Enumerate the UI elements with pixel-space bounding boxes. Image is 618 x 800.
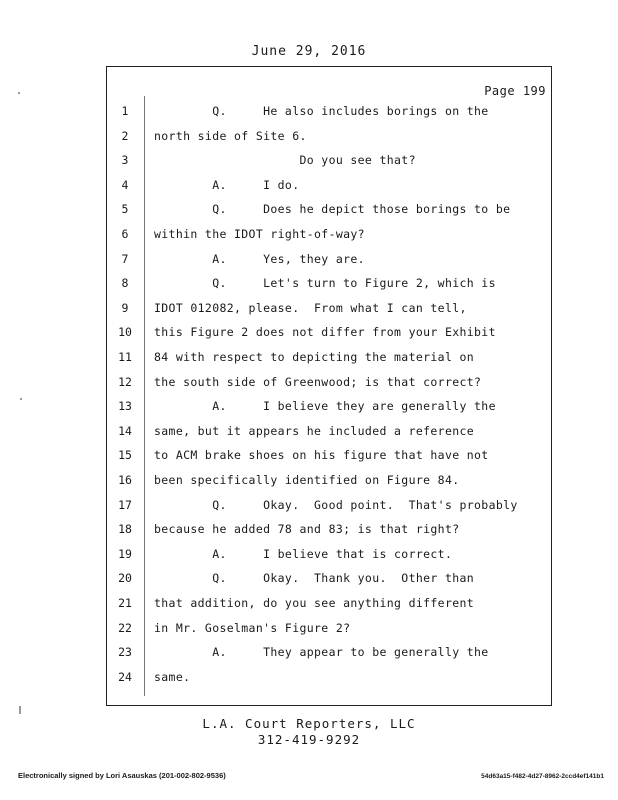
transcript-line: because he added 78 and 83; is that right? — [154, 522, 460, 536]
line-number: 6 — [121, 227, 129, 241]
transcript-line: north side of Site 6. — [154, 129, 307, 143]
transcript-line: A. I believe that is correct. — [154, 547, 453, 561]
line-number: 5 — [121, 202, 129, 216]
scan-speck — [18, 92, 20, 94]
line-number-margin-rule — [144, 96, 145, 696]
line-number: 8 — [121, 276, 129, 290]
transcript-line: A. Yes, they are. — [154, 252, 365, 266]
transcript-line: A. I believe they are generally the — [154, 399, 496, 413]
transcript-line: the south side of Greenwood; is that correct? — [154, 375, 482, 389]
transcript-line: to ACM brake shoes on his figure that have not — [154, 448, 489, 462]
transcript-line: within the IDOT right-of-way? — [154, 227, 365, 241]
transcript-line: in Mr. Goselman's Figure 2? — [154, 621, 351, 635]
line-number: 12 — [118, 375, 132, 389]
transcript-line: Q. Does he depict those borings to be — [154, 202, 511, 216]
line-number: 11 — [118, 350, 132, 364]
line-number: 23 — [118, 645, 132, 659]
page-number: Page 199 — [484, 84, 546, 98]
electronic-signature-notice: Electronically signed by Lori Asauskas (201-002-802-9536) — [18, 771, 226, 780]
line-number: 15 — [118, 448, 132, 462]
transcript-line: been specifically identified on Figure 84. — [154, 473, 460, 487]
document-signature-id: 54d63a15-f482-4d27-8962-2ccd4ef141b1 — [481, 773, 604, 780]
transcript-line: A. They appear to be generally the — [154, 645, 489, 659]
transcript-line: 84 with respect to depicting the material on — [154, 350, 475, 364]
line-number: 20 — [118, 571, 132, 585]
transcript-line: Q. He also includes borings on the — [154, 104, 489, 118]
transcript-line: IDOT 012082, please. From what I can tell, — [154, 301, 467, 315]
line-number: 7 — [121, 252, 129, 266]
line-number: 22 — [118, 621, 132, 635]
line-number: 10 — [118, 325, 132, 339]
line-number: 3 — [121, 153, 129, 167]
court-reporter-phone: 312-419-9292 — [257, 732, 361, 747]
court-reporter-company: L.A. Court Reporters, LLC — [202, 716, 416, 731]
transcript-line: same, but it appears he included a reference — [154, 424, 475, 438]
transcript-line: Do you see that? — [154, 153, 416, 167]
line-number: 14 — [118, 424, 132, 438]
scan-speck — [19, 706, 21, 714]
transcript-line: Q. Okay. Good point. That's probably — [154, 498, 518, 512]
transcript-line: Q. Let's turn to Figure 2, which is — [154, 276, 496, 290]
line-number: 9 — [121, 301, 129, 315]
transcript-line: that addition, do you see anything different — [154, 596, 475, 610]
line-number: 16 — [118, 473, 132, 487]
line-number: 19 — [118, 547, 132, 561]
line-number: 1 — [121, 104, 129, 118]
scan-speck — [20, 398, 22, 400]
line-number: 13 — [118, 399, 132, 413]
transcript-line: same. — [154, 670, 191, 684]
line-number: 4 — [121, 178, 129, 192]
transcript-line: this Figure 2 does not differ from your Exhibit — [154, 325, 496, 339]
line-number: 2 — [121, 129, 129, 143]
transcript-line: A. I do. — [154, 178, 300, 192]
line-number: 24 — [118, 670, 132, 684]
line-number: 21 — [118, 596, 132, 610]
line-number: 18 — [118, 522, 132, 536]
line-number: 17 — [118, 498, 132, 512]
transcript-line: Q. Okay. Thank you. Other than — [154, 571, 475, 585]
transcript-date: June 29, 2016 — [251, 44, 367, 59]
